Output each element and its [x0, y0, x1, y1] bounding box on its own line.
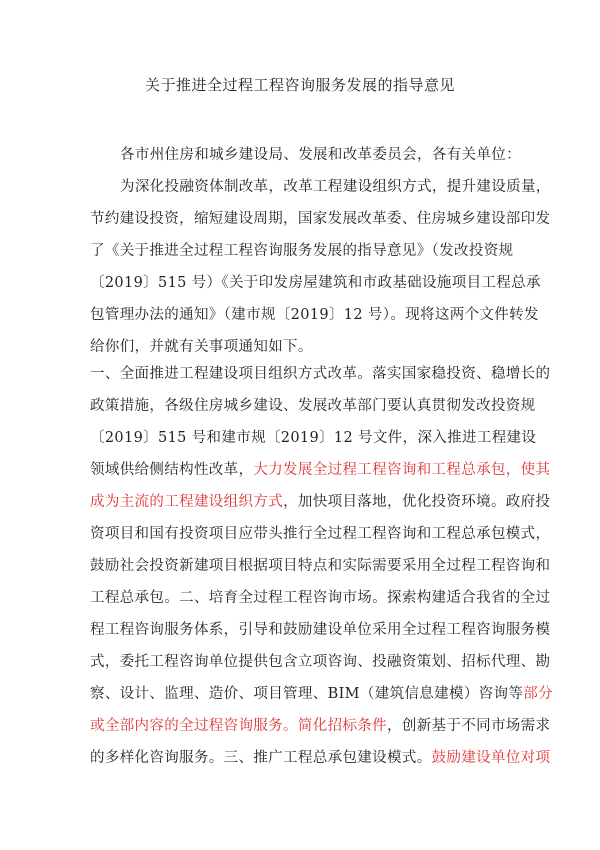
- body-text: 程工程咨询服务体系，引导和鼓励建设单位采用全过程工程咨询服务模: [90, 622, 551, 638]
- highlighted-text: 或全部内容的全过程咨询服务。简化招标条件: [90, 718, 387, 734]
- highlighted-text: 鼓励建设单位对项: [431, 750, 551, 766]
- body-line: [90, 362, 550, 383]
- body-line: [120, 143, 521, 164]
- body-text: 一、全面推进工程建设项目组织方式改革。落实国家稳投资、稳增长的: [90, 366, 551, 382]
- document-title: 关于推进全过程工程咨询服务发展的指导意见: [144, 76, 455, 94]
- body-text: ，加快项目落地，优化投资环境。政府投: [283, 494, 551, 510]
- body-text: 资项目和国有投资项目应带头推行全过程工程咨询和工程总承包模式，: [90, 526, 551, 542]
- body-text: 节约建设投资，缩短建设周期，国家发展改革委、住房城乡建设部印发: [90, 211, 551, 227]
- body-text: 鼓励社会投资新建项目根据项目特点和实际需要采用全过程工程咨询和: [90, 558, 551, 574]
- body-text: 领域供给侧结构性改革，: [90, 462, 254, 478]
- body-line: [90, 618, 550, 639]
- body-text: 式，委托工程咨询单位提供包含立项咨询、投融资策划、招标代理、勘: [90, 654, 551, 670]
- body-text: 包管理办法的通知》（建市规〔2019〕12 号）。现将这两个文件转发: [90, 307, 539, 323]
- body-line: [90, 682, 553, 703]
- body-line: [90, 271, 541, 292]
- body-line: [90, 746, 550, 767]
- body-line: [90, 490, 550, 511]
- body-text: 给你们，并就有关事项通知如下。: [90, 339, 313, 355]
- body-text: 各市州住房和城乡建设局、发展和改革委员会，各有关单位：: [120, 147, 521, 163]
- body-text: 的多样化咨询服务。三、推广工程总承包建设模式。: [90, 750, 432, 766]
- body-text: 工程总承包。二、培育全过程工程咨询市场。探索构建适合我省的全过: [90, 590, 551, 606]
- body-text: 察、设计、监理、造价、项目管理、BIM（建筑信息建模）咨询等: [90, 686, 524, 702]
- body-line: [90, 522, 550, 543]
- body-line: [90, 586, 550, 607]
- body-line: [90, 650, 550, 671]
- body-text: 了《关于推进全过程工程咨询服务发展的指导意见》（发改投资规: [90, 243, 514, 259]
- body-text: 为深化投融资体制改革，改革工程建设组织方式，提升建设质量，: [120, 179, 551, 195]
- body-line: [120, 175, 551, 196]
- body-text: ，创新基于不同市场需求: [387, 718, 551, 734]
- body-line: [90, 458, 550, 479]
- highlighted-text: 部分: [523, 686, 553, 702]
- body-line: [90, 303, 539, 324]
- body-line: [90, 239, 513, 260]
- body-text: 〔2019〕515 号和建市规〔2019〕12 号文件，深入推进工程建设: [90, 430, 537, 446]
- body-text: 〔2019〕515 号）《关于印发房屋建筑和市政基础设施项目工程总承: [90, 275, 541, 291]
- highlighted-text: 成为主流的工程建设组织方式: [90, 494, 284, 510]
- body-line: [90, 554, 550, 575]
- body-line: [90, 394, 536, 415]
- body-line: [90, 335, 313, 356]
- body-line: [90, 426, 536, 447]
- body-line: [90, 207, 550, 228]
- highlighted-text: 大力发展全过程工程咨询和工程总承包，使其: [253, 462, 551, 478]
- body-text: 政策措施，各级住房城乡建设、发展改革部门要认真贯彻发改投资规: [90, 398, 536, 414]
- body-line: [90, 714, 550, 735]
